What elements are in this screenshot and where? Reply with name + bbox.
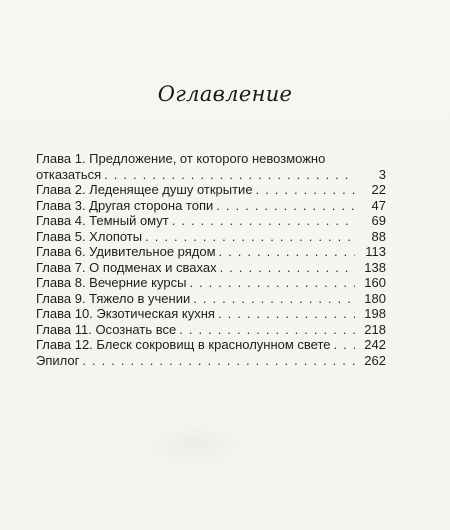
toc-entry-title: Глава 5. Хлопоты	[36, 228, 143, 244]
toc-page-number: 88	[371, 228, 386, 244]
dot-leader	[189, 275, 355, 291]
toc-entry-title: Глава 4. Темный омут	[36, 213, 169, 228]
dot-leader	[256, 182, 355, 198]
toc-page-number: 113	[365, 244, 386, 259]
toc-entry-chapter-2[interactable]	[36, 182, 386, 198]
toc-page-number: 180	[364, 290, 386, 306]
dot-leader	[104, 167, 355, 183]
toc-entry-chapter-6[interactable]	[36, 244, 386, 260]
toc-entry-chapter-1[interactable]	[36, 151, 386, 182]
toc-page-number: 160	[364, 275, 386, 290]
toc-entry-chapter-7[interactable]	[36, 260, 386, 276]
dot-leader	[334, 337, 355, 353]
table-of-contents	[36, 151, 386, 368]
toc-entry-title: Глава 8. Вечерние курсы	[36, 275, 187, 290]
toc-entry-title: Глава 12. Блеск сокровищ в краснолунном свете	[36, 337, 331, 352]
dot-leader	[218, 306, 355, 322]
toc-entry-title: Глава 10. Экзотическая кухня	[36, 306, 215, 321]
toc-entry-title: Эпилог	[36, 352, 80, 368]
dot-leader	[193, 291, 355, 307]
toc-entry-title: Глава 9. Тяжело в учении	[36, 290, 191, 306]
dot-leader	[172, 213, 355, 229]
toc-entry-title: Глава 6. Удивительное рядом	[36, 244, 216, 259]
page-title: Оглавление	[157, 82, 293, 106]
toc-entry-title: Глава 7. О подменах и свахах	[36, 259, 217, 275]
toc-entry-chapter-4[interactable]	[36, 213, 386, 229]
toc-page-number: 262	[364, 352, 386, 368]
dot-leader	[145, 229, 355, 245]
dot-leader	[219, 244, 355, 260]
toc-entry-chapter-12[interactable]	[36, 337, 386, 353]
toc-entry-chapter-11[interactable]	[36, 322, 386, 338]
toc-page-number: 242	[364, 337, 386, 352]
toc-entry-title: отказаться	[36, 166, 102, 182]
toc-entry-chapter-10[interactable]	[36, 306, 386, 322]
dot-leader	[82, 353, 355, 369]
toc-entry-title: Глава 11. Осознать все	[36, 321, 177, 337]
toc-entry-chapter-9[interactable]	[36, 291, 386, 307]
toc-page-number: 218	[364, 321, 386, 337]
dot-leader	[216, 198, 355, 214]
dot-leader	[179, 322, 355, 338]
toc-page-number: 47	[371, 197, 386, 213]
dot-leader	[220, 260, 355, 276]
toc-entry-title-line: Глава 1. Предложение, от которого невозможно	[36, 151, 326, 166]
toc-entry-title: Глава 3. Другая сторона топи	[36, 197, 214, 213]
toc-entry-title: Глава 2. Леденящее душу открытие	[36, 182, 253, 197]
toc-entry-chapter-5[interactable]	[36, 229, 386, 245]
toc-page-number: 198	[364, 306, 386, 321]
toc-page-number: 22	[371, 182, 386, 197]
paper-texture	[150, 425, 240, 465]
toc-entry-chapter-8[interactable]	[36, 275, 386, 291]
toc-entry-epilogue[interactable]	[36, 353, 386, 369]
toc-page-number: 69	[371, 213, 386, 228]
toc-entry-chapter-3[interactable]	[36, 198, 386, 214]
toc-page-number: 3	[378, 166, 386, 182]
toc-page-number: 138	[364, 259, 386, 275]
